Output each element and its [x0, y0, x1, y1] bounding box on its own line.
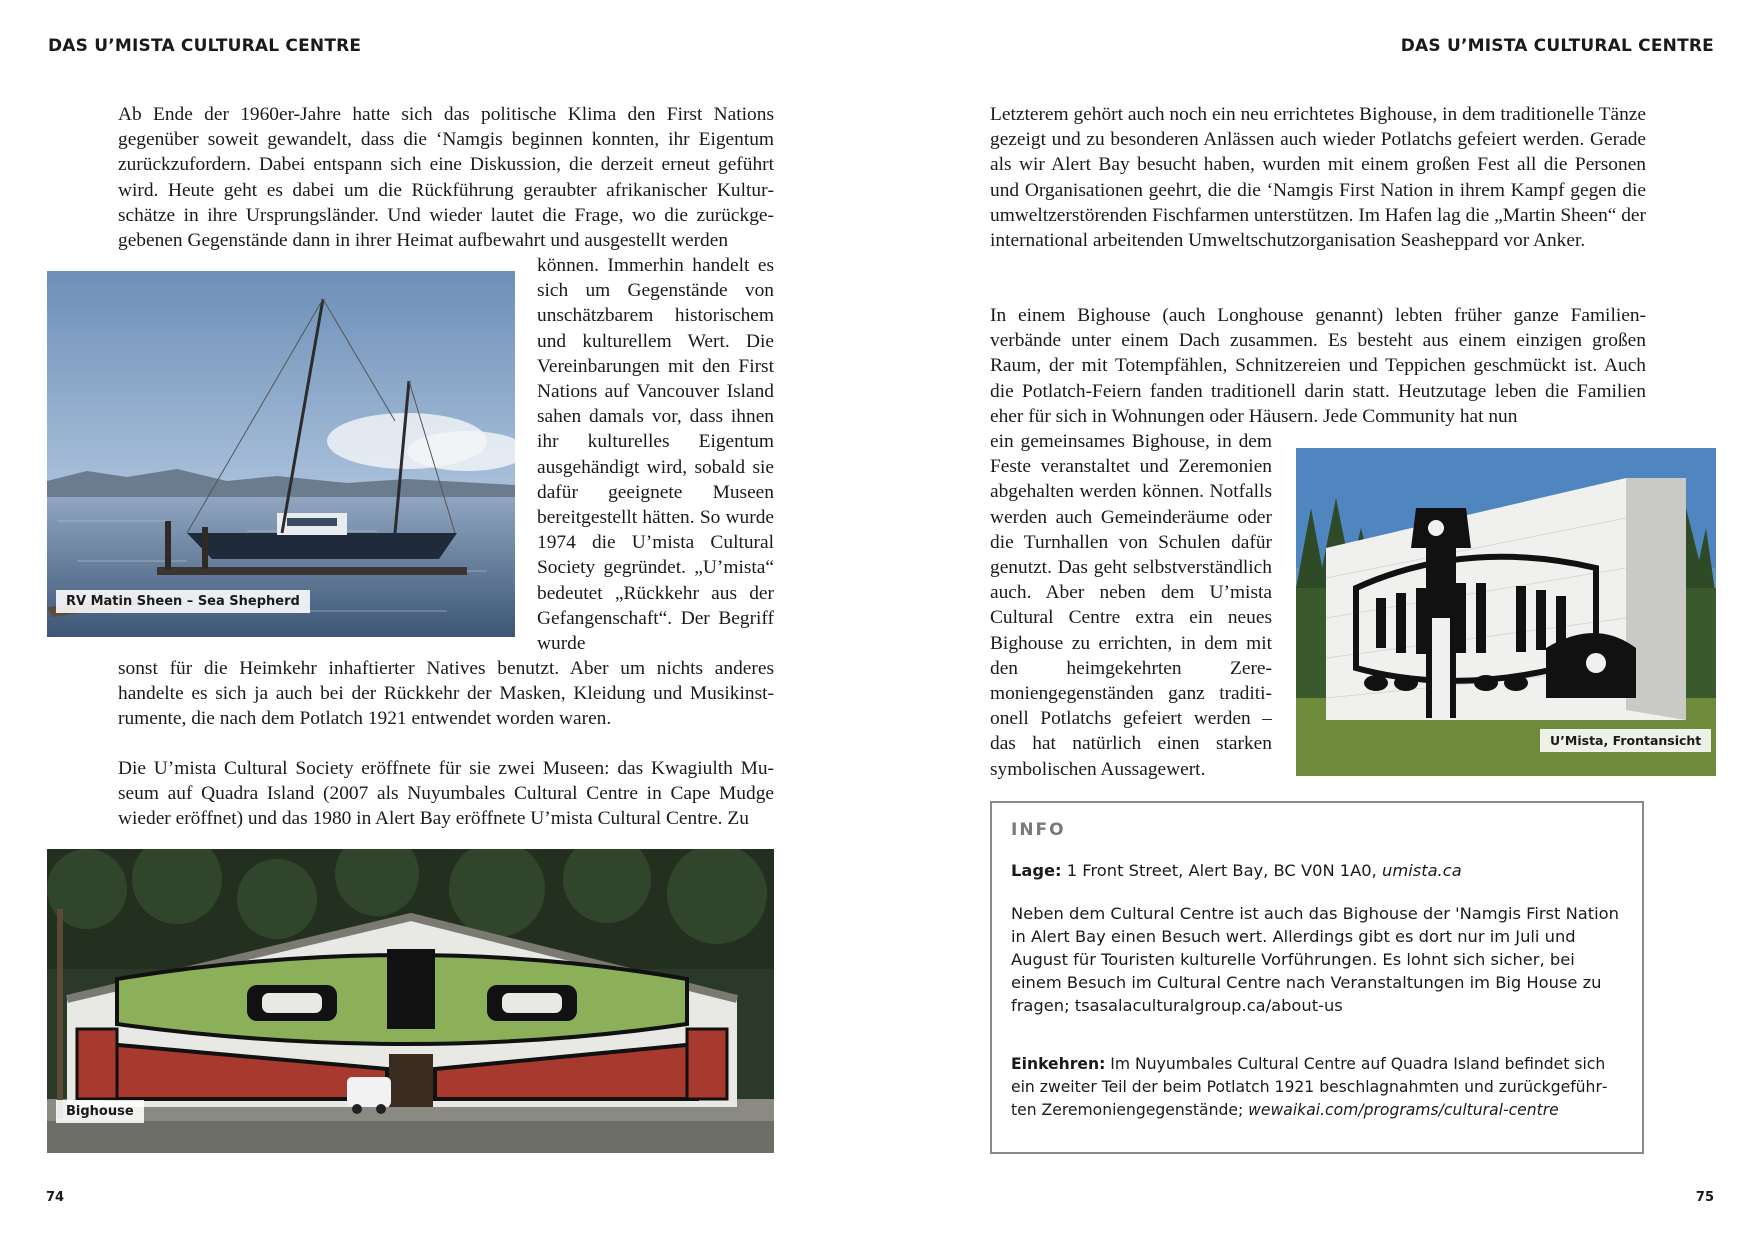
photo-bighouse [47, 849, 774, 1153]
left-paragraph-1-bottom: sonst für die Heimkehr inhaftierter Natives benutzt. Aber um nichts anderes handelte es sich ja auch bei der Rückkehr der Masken, Kleidung und Musikinstrumente, die nach dem Potlatch 1921 entwendet worden waren. [118, 658, 774, 730]
info-lage-label: Lage: [1011, 861, 1062, 880]
bighouse-photo-caption: Bighouse [56, 1100, 144, 1123]
info-title: INFO [1011, 820, 1066, 840]
info-lage [1011, 859, 1624, 882]
info-einkehren-link[interactable]: wewaikai.com/programs/cultural-centre [1248, 1101, 1559, 1119]
umista-photo-caption: U’Mista, Frontansicht [1540, 729, 1711, 752]
right-paragraph-2-side: ein gemeinsames Bighouse, in dem Feste veranstaltet und Zeremonien abgehalten werden können. Notfalls werden auch Gemeinderäume oder die Turnhallen von Schulen dafür genutzt. Das geht selbstverständlich auch. Aber neben dem U’mista Cultural Centre extra ein neues Bighouse zu errichten, in dem mit den heimgekehrten Zeremoniengegenständen ganz traditionell Potlatchs gefeiert werden – das hat natürlich einen starken symbolischen Aussagewert. [990, 431, 1272, 780]
photo-ship [47, 271, 515, 637]
left-paragraph-1-side: können. Immerhin handelt es sich um Gegenstände von unschätzbarem historischem und kulturellem Wert. Die Vereinbarungen mit den First Nations auf Vancouver Island sahen damals vor, dass ihnen ihr kulturelles Eigentum ausgehändigt wird, sobald sie dafür geeignete Museen bereitgestellt hätten. So wurde 1974 die U’mista Cultural Society gegründet. „U’mista“ bedeutet „Rückkehr aus der Gefangenschaft“. Der Begriff wurde [537, 255, 774, 655]
ship-photo-caption: RV Matin Sheen – Sea Shepherd [56, 590, 310, 613]
info-box [990, 801, 1644, 1154]
info-neben: Neben dem Cultural Centre ist auch das Bighouse der 'Namgis First Nation in Alert Bay einen Besuch wert. Allerdings gibt es dort nur im Juli und August für Touristen kulturelle Vorführungen. Es lohnt sich sicher, bei einem Besuch im Cultural Centre nach Veranstaltungen im Big House zu fragen; tsasalaculturalgroup.ca/about-us [1011, 904, 1619, 1015]
info-einkehren-label: Einkehren: [1011, 1055, 1106, 1073]
left-running-header: DAS U’MISTA CULTURAL CENTRE [48, 36, 362, 56]
left-paragraph-1-top: Ab Ende der 1960er-Jahre hatte sich das politische Klima den First Nations gegenüber soweit gewandelt, dass die ‘Namgis beginnen konnten, ihr Eigentum zurückzufordern. Dabei entspann sich eine Diskussion, die derzeit erneut geführt wird. Heute geht es dabei um die Rückführung geraubter afrikanischer Kulturschätze in ihre Ursprungsländer. Und wieder lautet die Frage, wo die zurückgegebenen Gegenstände dann in ihrer Heimat aufbewahrt und ausgestellt werden [118, 104, 774, 252]
left-paragraph-2: Die U’mista Cultural Society eröffnete für sie zwei Museen: das Kwagiulth Museum auf Quadra Island (2007 als Nuyumbales Cultural Centre in Cape Mudge wieder eröffnet) und das 1980 in Alert Bay eröffnete U’mista Cultural Centre. Zu [118, 758, 774, 830]
bighouse-image [47, 849, 774, 1153]
info-lage-text: 1 Front Street, Alert Bay, BC V0N 1A0, [1061, 861, 1383, 880]
umista-front-image [1296, 448, 1716, 776]
left-page-number: 74 [46, 1190, 65, 1205]
right-paragraph-2-top: In einem Bighouse (auch Longhouse genannt) lebten früher ganze Familienverbände unter einem Dach zusammen. Es besteht aus einem einzigen großen Raum, der mit Totempfählen, Schnitzereien und Teppichen geschmückt ist. Auch die Potlatch-Feiern fanden traditionell darin statt. Heutzutage leben die Familien eher für sich in Wohnungen oder Häusern. Jede Community hat nun [990, 305, 1646, 427]
photo-umista-front [1296, 448, 1716, 776]
right-running-header: DAS U’MISTA CULTURAL CENTRE [1400, 36, 1714, 56]
right-paragraph-1: Letzterem gehört auch noch ein neu errichtetes Bighouse, in dem traditionelle Tänze gezeigt und zu besonderen Anlässen auch wieder Potlatchs gefeiert werden. Gerade als wir Alert Bay besucht haben, wurden mit einem großen Fest all die Personen und Organisationen geehrt, die die ‘Namgis First Nation in ihrem Kampf gegen die umweltzerstörenden Fischfarmen unterstützen. Im Hafen lag die „Martin Sheen“ der international arbeitenden Umweltschutzorganisation Seasheppard vor Anker. [990, 104, 1646, 252]
right-page-number: 75 [1695, 1190, 1714, 1205]
info-einkehren [1011, 1053, 1624, 1122]
info-einkehren-text: Im Nuyumbales Cultural Centre auf Quadra Island befindet sich ein zweiter Teil der beim Potlatch 1921 beschlagnahmten und zurückgeführten Zeremoniengegenstände; [1011, 1055, 1608, 1119]
ship-image [47, 271, 515, 637]
info-lage-link[interactable]: umista.ca [1382, 861, 1462, 880]
